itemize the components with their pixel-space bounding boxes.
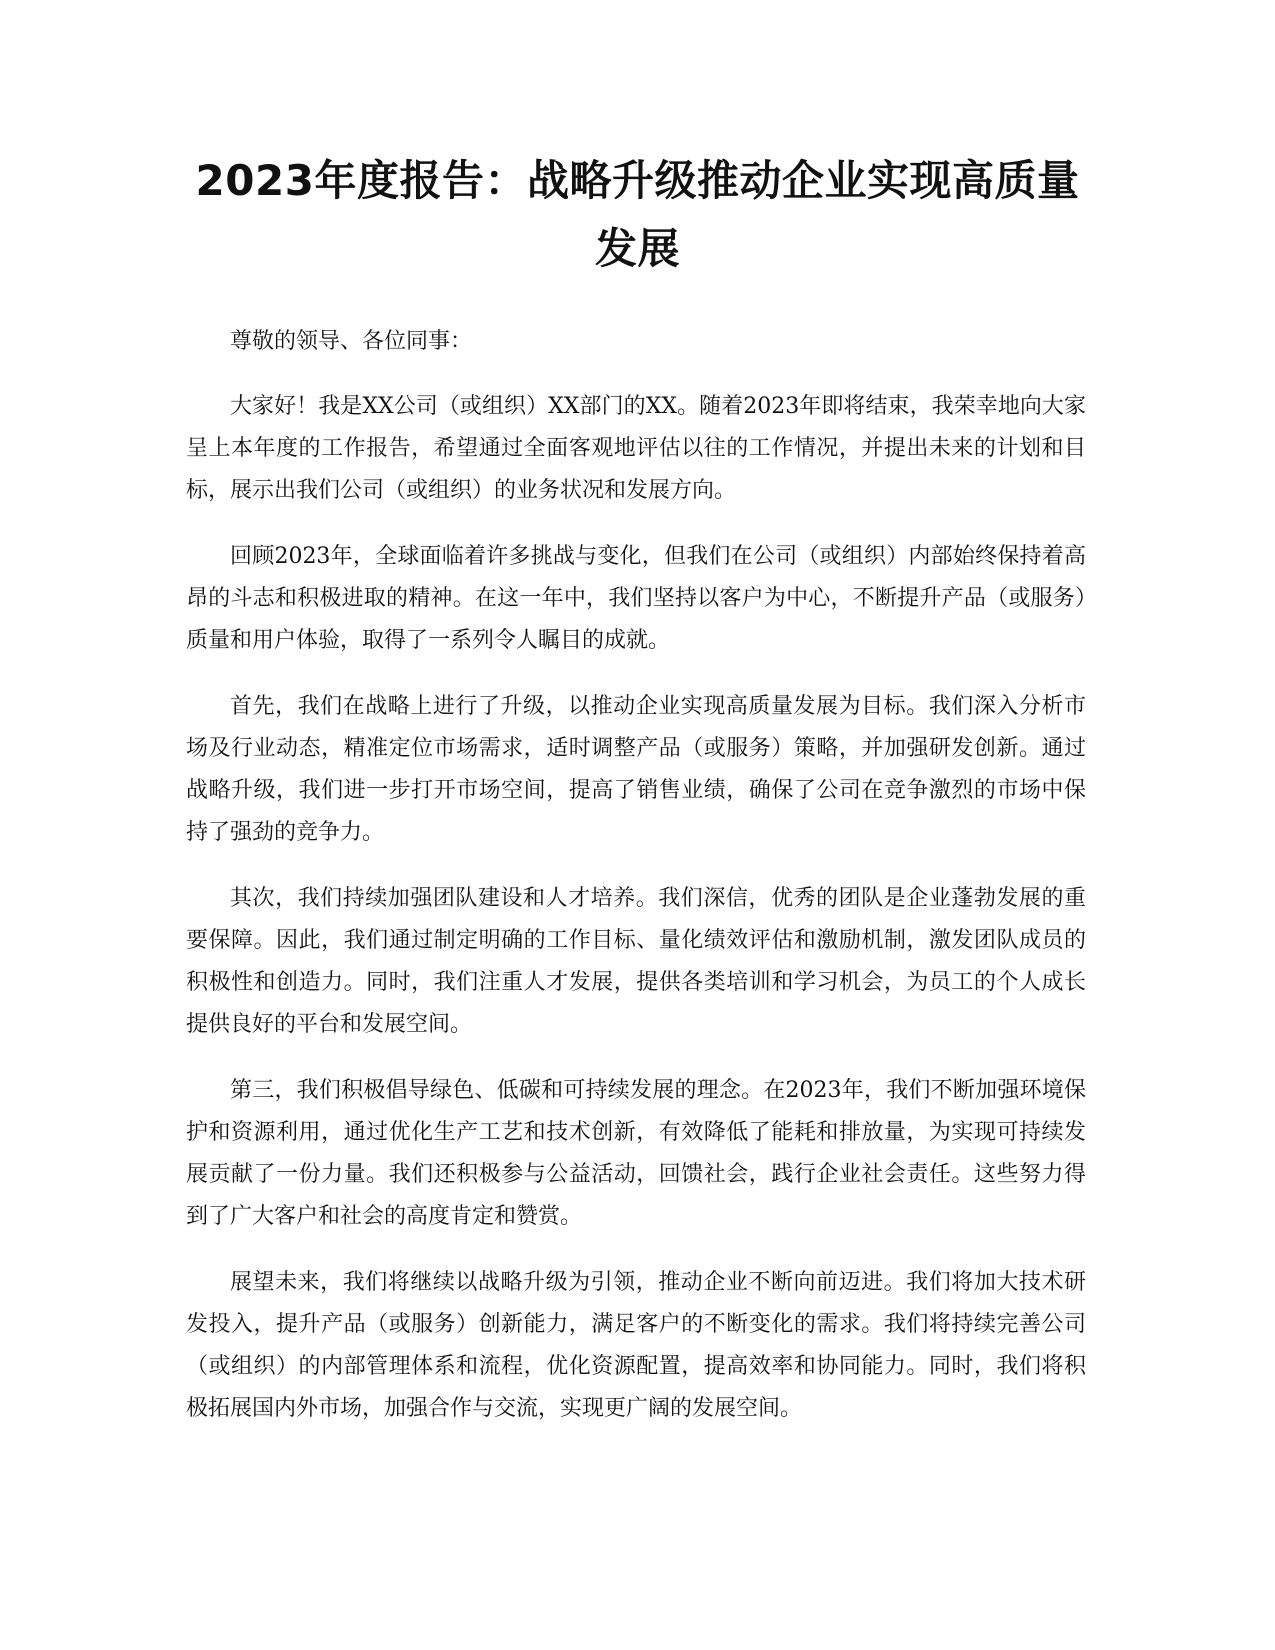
paragraph-strategy: 首先，我们在战略上进行了升级，以推动企业实现高质量发展为目标。我们深入分析市场及行业动态，精准定位市场需求，适时调整产品（或服务）策略，并加强研发创新。通过战略升级，我们进一步打开市场空间，提高了销售业绩，确保了公司在竞争激烈的市场中保持了强劲的竞争力。 (186, 694, 1086, 845)
paragraph-intro: 大家好！我是XX公司（或组织）XX部门的XX。随着2023年即将结束，我荣幸地向大家呈上本年度的工作报告，希望通过全面客观地评估以往的工作情况，并提出未来的计划和目标，展示出我们公司（或组织）的业务状况和发展方向。 (186, 394, 1086, 503)
document-body (186, 322, 1086, 1454)
document-title: 2023年度报告：战略升级推动企业实现高质量发展 (195, 156, 1080, 273)
salutation: 尊敬的领导、各位同事： (230, 329, 473, 354)
paragraph-team: 其次，我们持续加强团队建设和人才培养。我们深信，优秀的团队是企业蓬勃发展的重要保障。因此，我们通过制定明确的工作目标、量化绩效评估和激励机制，激发团队成员的积极性和创造力。同时，我们注重人才发展，提供各类培训和学习机会，为员工的个人成长提供良好的平台和发展空间。 (186, 886, 1086, 1037)
paragraph-sustainability: 第三，我们积极倡导绿色、低碳和可持续发展的理念。在2023年，我们不断加强环境保护和资源利用，通过优化生产工艺和技术创新，有效降低了能耗和排放量，为实现可持续发展贡献了一份力量。我们还积极参与公益活动，回馈社会，践行企业社会责任。这些努力得到了广大客户和社会的高度肯定和赞赏。 (186, 1078, 1086, 1229)
paragraph-outlook: 展望未来，我们将继续以战略升级为引领，推动企业不断向前迈进。我们将加大技术研发投入，提升产品（或服务）创新能力，满足客户的不断变化的需求。我们将持续完善公司（或组织）的内部管理体系和流程，优化资源配置，提高效率和协同能力。同时，我们将积极拓展国内外市场，加强合作与交流，实现更广阔的发展空间。 (186, 1270, 1086, 1421)
paragraph-review: 回顾2023年，全球面临着许多挑战与变化，但我们在公司（或组织）内部始终保持着高昂的斗志和积极进取的精神。在这一年中，我们坚持以客户为中心，不断提升产品（或服务）质量和用户体验，取得了一系列令人瞩目的成就。 (186, 544, 1086, 653)
